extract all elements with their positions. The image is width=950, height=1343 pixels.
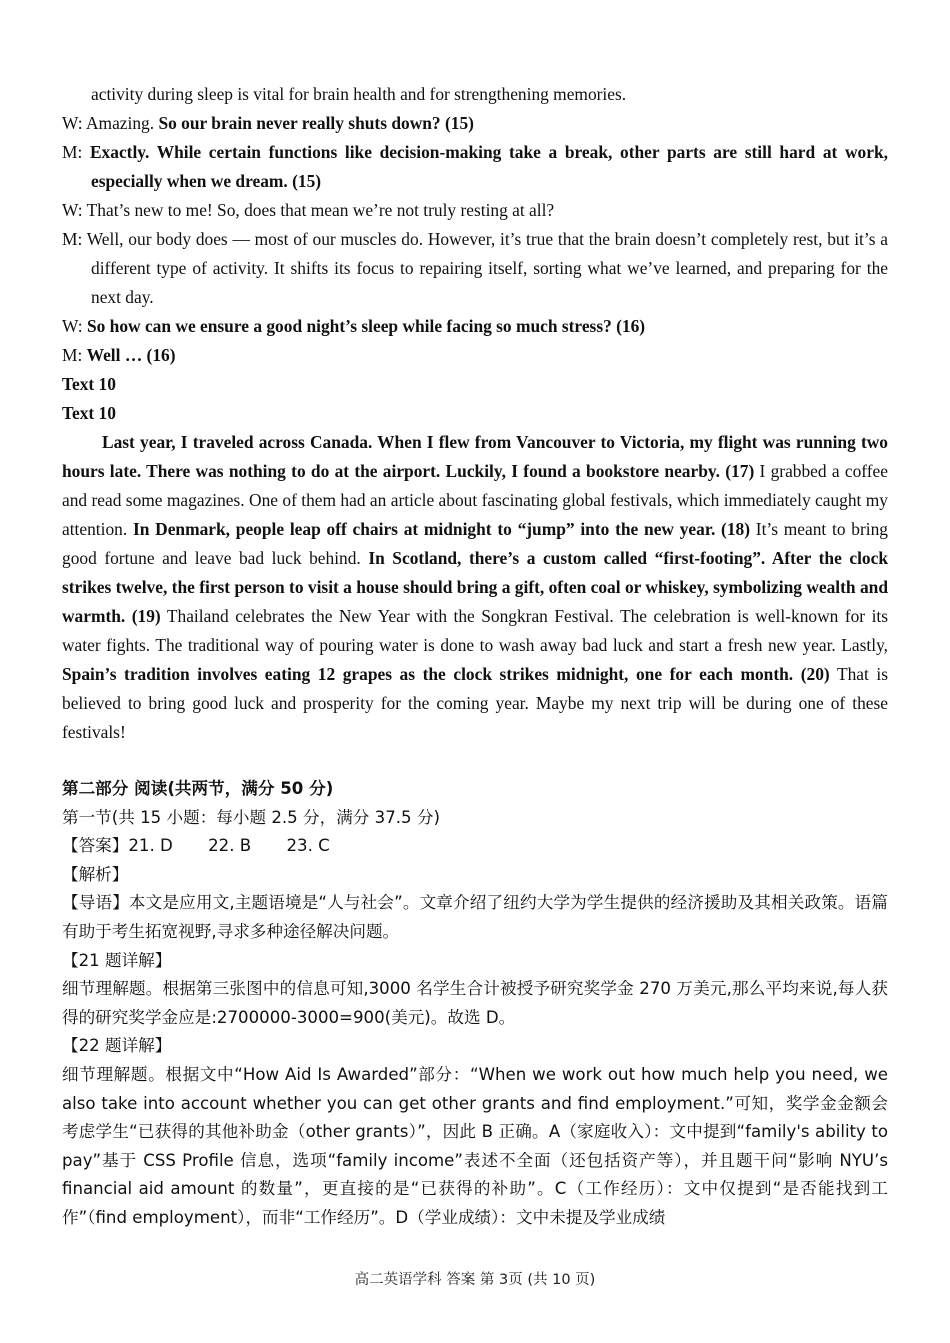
answer-highlight: Well … (16) — [86, 345, 176, 365]
answer-page — [62, 80, 888, 1233]
page-footer: 高二英语学科 答案 第 3页 (共 10 页) — [354, 1272, 596, 1288]
dialogue-text: That’s new to me! So, does that mean we’re not truly resting at all? — [86, 200, 555, 220]
answer-21: 【答案】21. D — [62, 836, 173, 856]
answer-line — [62, 832, 888, 861]
speaker: M: — [62, 229, 83, 249]
q22-title: 【22 题详解】 — [62, 1036, 172, 1056]
spacer — [62, 747, 888, 775]
analysis-label: 【解析】 — [62, 864, 129, 884]
passage-text: That is believed to bring good luck and prosperity for the coming year. Maybe my next trip will be during one of these festivals! — [62, 664, 888, 742]
text10-paragraph — [62, 428, 888, 747]
q22-explanation: 细节理解题。根据文中“How Aid Is Awarded”部分：“When we work out how much help you need, we also take into account whether you can get other grants and find employment.”可知，奖学金金额会考虑学生“已获得的其他补助金（other grants）”，因此 B 正确。A（家庭收入）：文中提到“family's ability to pay”基于 CSS Profile 信息，选项“family income”表述不全面（还包括资产等），并且题干问“影响 NYU’s financial aid amount 的数量”，更直接的是“已获得的补助”。C（工作经历）：文中仅提到“是否能找到工作”（find employment），而非“工作经历”。D（学业成绩）：文中未提及学业成绩 — [62, 1064, 888, 1227]
speaker: M: — [62, 345, 83, 365]
answer-highlight: Spain’s tradition involves eating 12 grapes as the clock strikes midnight, one for each month. (20) — [62, 664, 830, 684]
answer-highlight: Exactly. While certain functions like decision-making take a break, other parts are still hard at work, especially when we dream. (15) — [89, 142, 888, 191]
dialogue-text: Amazing. — [86, 113, 155, 133]
dialogue-text: Well, our body does — most of our muscles do. However, it’s true that the brain doesn’t completely rest, but it’s a different type of activity. It shifts its focus to repairing itself, sorting what we’ve learned, and preparing for the next day. — [86, 229, 888, 307]
dialogue-line-m — [62, 341, 888, 370]
dialogue-line-m — [62, 138, 888, 196]
section-title: 第二部分 阅读(共两节，满分 50 分) — [62, 779, 334, 798]
text-heading: Text 10 — [62, 403, 116, 423]
answer-highlight: Last year, I traveled across Canada. When I flew from Vancouver to Victoria, my flight was running two hours late. There was nothing to do at the airport. Luckily, I found a bookstore nearby. (17) — [62, 432, 888, 481]
q21-title: 【21 题详解】 — [62, 950, 172, 970]
speaker: W: — [62, 113, 83, 133]
passage-text: I grabbed a coffee and read some magazines. One of them had an article about fascinating global festivals, which immediately caught my attention. — [62, 461, 888, 539]
answer-highlight: In Scotland, there’s a custom called “first-footing”. After the clock strikes twelve, the first person to visit a house should bring a gift, often coal or whiskey, symbolizing wealth and warmth. (19) — [62, 548, 888, 626]
dialogue-line-w — [62, 109, 888, 138]
passage-text: It’s meant to bring good fortune and leave bad luck behind. — [62, 519, 888, 568]
speaker: W: — [62, 200, 83, 220]
text-heading: Text 10 — [62, 374, 116, 394]
answer-highlight: So our brain never really shuts down? (15) — [158, 113, 474, 133]
dialogue-line-w — [62, 312, 888, 341]
answer-22: 22. B — [208, 836, 252, 856]
guide-paragraph: 【导语】本文是应用文,主题语境是“人与社会”。文章介绍了纽约大学为学生提供的经济援助及其相关政策。语篇有助于考生拓宽视野,寻求多种途径解决问题。 — [62, 893, 888, 941]
dialogue-line-continuation: activity during sleep is vital for brain health and for strengthening memories. — [91, 84, 627, 104]
q21-explanation: 细节理解题。根据第三张图中的信息可知,3000 名学生合计被授予研究奖学金 270 万美元,那么平均来说,每人获得的研究奖学金应是:2700000-3000=900(美元)。故选 D。 — [62, 979, 888, 1027]
section-subtitle: 第一节(共 15 小题：每小题 2.5 分，满分 37.5 分) — [62, 807, 440, 827]
answer-highlight: In Denmark, people leap off chairs at midnight to “jump” into the new year. (18) — [132, 519, 751, 539]
passage-text: Thailand celebrates the New Year with the Songkran Festival. The celebration is well-known for its water fights. The traditional way of pouring water is done to wash away bad luck and start a fresh new year. Lastly, — [62, 606, 889, 655]
speaker: M: — [62, 142, 83, 162]
answer-23: 23. C — [286, 836, 330, 856]
speaker: W: — [62, 316, 83, 336]
dialogue-line-w — [62, 196, 888, 225]
dialogue-line-m — [62, 225, 888, 312]
answer-highlight: So how can we ensure a good night’s sleep while facing so much stress? (16) — [86, 316, 646, 336]
